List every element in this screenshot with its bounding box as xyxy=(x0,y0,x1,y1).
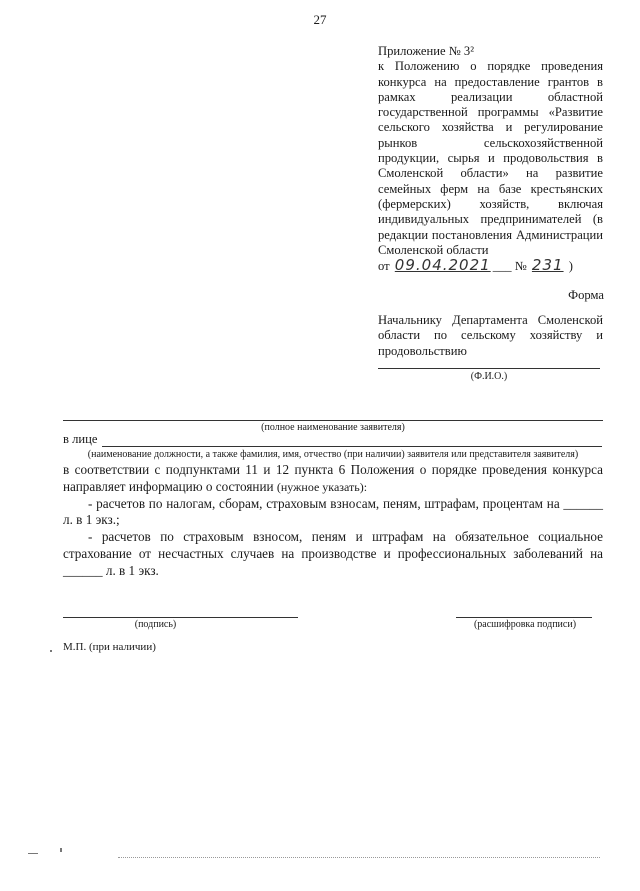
signature-decoding-caption: (расшифровка подписи) xyxy=(473,619,577,630)
intro-paragraph xyxy=(63,462,603,496)
person-line xyxy=(102,446,602,447)
intro-text: в соответствии с подпунктами 11 и 12 пункта 6 Положения о порядке проведения конкурса направляет информацию о состоянии xyxy=(63,462,603,494)
applicant-caption: (полное наименование заявителя) xyxy=(261,422,405,433)
signature-decoding-line xyxy=(456,617,592,618)
in-person-label: в лице xyxy=(63,432,98,446)
scan-speck xyxy=(28,853,38,854)
item-insurance: - расчетов по страховым взносом, пеням и штрафам на обязательное социальное страхование от несчастных случаев на производстве и профессиональных заболеваний на ______ л. в 1 экз. xyxy=(63,529,603,578)
page-number: 27 xyxy=(313,12,327,27)
scan-edge-line xyxy=(118,857,600,858)
applicant-line xyxy=(63,420,603,421)
stamp-place-label: М.П. (при наличии) xyxy=(63,641,156,653)
item-taxes: - расчетов по налогам, сборам, страховым взносам, пеням, штрафам, процентам на ______ л. в 1 экз.; xyxy=(63,495,603,528)
appendix-text: к Положению о порядке проведения конкурса на предоставление грантов в рамках реализации областной государственной программы «Развитие сельского хозяйства и регулирование рынков сельскохозяйственной продукции, сырья и продовольствия в Смоленской области» на развитие семейных ферм на базе крестьянских (фермерских) хозяйств, включая индивидуальных предпринимателей (в редакции постановления Администрации Смоленской области xyxy=(378,59,603,257)
closing-bracket: ) xyxy=(568,259,573,274)
intro-note: (нужное указать): xyxy=(276,479,368,494)
scan-speck xyxy=(60,848,62,852)
number-sign: № xyxy=(514,259,527,274)
handwritten-date: 09.04.2021 xyxy=(394,256,491,275)
form-body xyxy=(63,462,603,580)
fio-caption: (Ф.И.О.) xyxy=(470,371,508,382)
handwritten-number: 231 xyxy=(531,256,564,275)
fio-line xyxy=(378,368,600,369)
form-label: Форма xyxy=(568,288,604,302)
decree-date-line: от 09.04.2021 ___ № 231 ) xyxy=(378,256,573,275)
scan-speck xyxy=(50,650,52,652)
signature-line xyxy=(63,617,298,618)
appendix-title: Приложение № 3² xyxy=(378,44,474,58)
appendix-block xyxy=(378,44,603,274)
date-prefix: от xyxy=(378,259,390,274)
person-caption: (наименование должности, а также фамилия, имя, отчество (при наличии) заявителя или представителя заявителя) xyxy=(87,449,579,460)
addressee: Начальнику Департамента Смоленской области по сельскому хозяйству и продовольствию xyxy=(378,313,603,358)
signature-caption: (подпись) xyxy=(134,619,177,630)
